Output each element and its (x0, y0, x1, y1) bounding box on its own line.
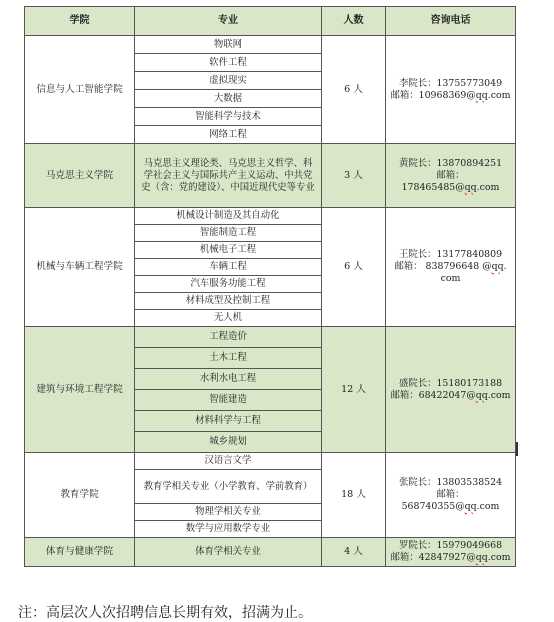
table-row (25, 208, 516, 225)
college-cell: 马克思主义学院 (25, 144, 135, 208)
email-prefix: 邮箱： 838796648 @ (394, 261, 492, 272)
contact-cell (386, 453, 516, 538)
email-domain: qq (475, 389, 488, 401)
email-prefix: 邮箱：10968369@ (390, 89, 476, 101)
director-phone: 王院长：13177840809 (398, 249, 503, 260)
email-address (388, 90, 513, 102)
director-phone: 张院长：13803538524 (398, 477, 503, 488)
email-address (388, 489, 513, 513)
contact-cell (386, 538, 516, 567)
count-cell: 18 人 (322, 453, 386, 538)
contact-cell (386, 36, 516, 144)
email-suffix: .com (476, 181, 500, 193)
major-cell: 物联网 (135, 36, 322, 54)
major-cell: 机械电子工程 (135, 242, 322, 259)
table-row (25, 144, 516, 208)
email-suffix: .com (476, 501, 500, 512)
major-cell: 体育学相关专业 (135, 538, 322, 567)
major-cell: 无人机 (135, 310, 322, 327)
major-cell: 工程造价 (135, 327, 322, 348)
count-cell: 4 人 (322, 538, 386, 567)
college-cell: 教育学院 (25, 453, 135, 538)
major-cell: 马克思主义理论类、马克思主义哲学、科学社会主义与国际共产主义运动、中共党史（含：党的建设）、中国近现代史等专业 (135, 144, 322, 208)
major-cell: 数学与应用数学专业 (135, 521, 322, 538)
email-address (388, 552, 513, 564)
recruitment-table (24, 6, 516, 567)
major-cell: 大数据 (135, 90, 322, 108)
email-domain: qq (464, 501, 477, 512)
major-cell: 城乡规划 (135, 432, 322, 453)
major-cell: 智能科学与技术 (135, 108, 322, 126)
email-prefix: 邮箱：178465485@ (401, 169, 465, 193)
header-college: 学院 (25, 7, 135, 36)
email-domain: qq (464, 181, 477, 193)
table-body (25, 36, 516, 567)
email-prefix: 邮箱：568740355@ (401, 489, 465, 512)
major-cell: 土木工程 (135, 348, 322, 369)
contact-cell (386, 208, 516, 327)
email-prefix: 邮箱：68422047@ (390, 389, 476, 401)
count-cell: 3 人 (322, 144, 386, 208)
college-cell: 建筑与环境工程学院 (25, 327, 135, 453)
major-cell: 材料科学与工程 (135, 411, 322, 432)
email-address (388, 170, 513, 194)
footer-note: 注：高层次人次招聘信息长期有效，招满为止。 (18, 605, 312, 621)
email-domain: qq (491, 261, 504, 272)
contact-cell (386, 144, 516, 208)
table-row (25, 453, 516, 470)
header-row (25, 7, 516, 36)
major-cell: 物理学相关专业 (135, 504, 322, 521)
email-suffix: .com (487, 89, 511, 101)
header-phone: 咨询电话 (386, 7, 516, 36)
table-row (25, 36, 516, 54)
director-phone: 李院长：13755773049 (398, 77, 503, 89)
major-cell: 软件工程 (135, 54, 322, 72)
header-major: 专业 (135, 7, 322, 36)
major-cell: 车辆工程 (135, 259, 322, 276)
table-row (25, 538, 516, 567)
major-cell: 智能建造 (135, 390, 322, 411)
major-cell: 智能制造工程 (135, 225, 322, 242)
college-cell: 信息与人工智能学院 (25, 36, 135, 144)
email-suffix: .com (487, 552, 511, 563)
email-domain: qq (475, 552, 488, 563)
email-prefix: 邮箱：42847927@ (390, 552, 476, 563)
email-domain: qq (475, 89, 488, 101)
major-cell: 教育学相关专业（小学教育、学前教育） (135, 470, 322, 504)
college-cell: 体育与健康学院 (25, 538, 135, 567)
college-cell: 机械与车辆工程学院 (25, 208, 135, 327)
count-cell: 6 人 (322, 36, 386, 144)
director-phone: 盛院长：15180173188 (398, 377, 503, 389)
major-cell: 汉语言文学 (135, 453, 322, 470)
major-cell: 机械设计制造及其自动化 (135, 208, 322, 225)
director-phone: 罗院长：15979049668 (398, 540, 503, 551)
major-cell: 水利水电工程 (135, 369, 322, 390)
table-row (25, 327, 516, 348)
email-address (388, 261, 513, 285)
major-cell: 网络工程 (135, 126, 322, 144)
major-cell: 虚拟现实 (135, 72, 322, 90)
major-cell: 材料成型及控制工程 (135, 293, 322, 310)
header-count: 人数 (322, 7, 386, 36)
major-cell: 汽车服务功能工程 (135, 276, 322, 293)
count-cell: 12 人 (322, 327, 386, 453)
email-address (388, 390, 513, 402)
email-suffix: . com (440, 261, 507, 284)
email-suffix: .com (487, 389, 511, 401)
edge-mark (516, 442, 518, 456)
contact-cell (386, 327, 516, 453)
count-cell: 6 人 (322, 208, 386, 327)
director-phone: 黄院长：13870894251 (398, 157, 503, 169)
